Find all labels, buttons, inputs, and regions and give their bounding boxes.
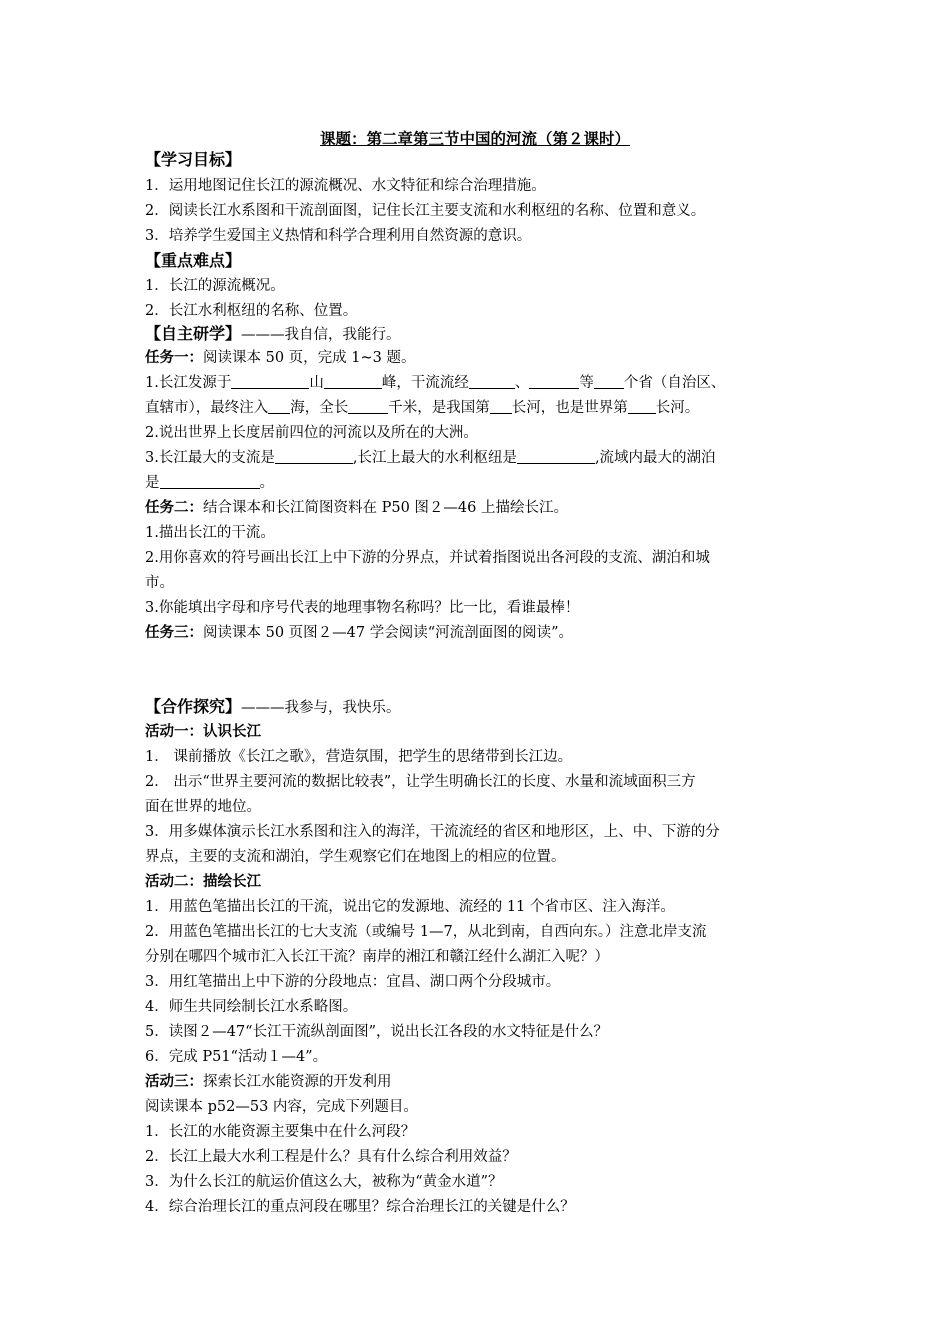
activity3-line [145,1070,810,1094]
key-point-item: 2．长江水利枢纽的名称、位置。 [145,303,358,319]
task3-text: 阅读课本 50 页图２—47 学会阅读“河流剖面图的阅读”。 [203,625,574,641]
q1-text: 个省（自治区、 [623,375,726,391]
q1-text: 千米，是我国第 [388,400,490,416]
key-point-item: 1．长江的源流概况。 [145,278,285,294]
q1-text: 长河，也是世界第 [511,400,628,416]
task1-question2: 2.说出世界上长度居前四位的河流以及所在的大洲。 [145,425,478,441]
cooperation-slogan: ———我参与，我快乐。 [241,700,401,716]
blank-largest-lake[interactable] [160,471,260,489]
blank-province-2[interactable] [529,371,579,389]
task3-line [145,621,810,645]
blank-length[interactable] [348,396,388,414]
task1-label: 任务一： [145,350,203,366]
task2-line [145,496,810,520]
activity3-item: 2．长江上最大水利工程是什么？具有什么综合利用效益？ [145,1149,517,1165]
task2-item: 3.你能填出字母和序号代表的地理事物名称吗？比一比，看谁最棒！ [145,600,580,616]
activity3-item: 3．为什么长江的航运价值这么大，被称为“黄金水道”？ [145,1174,503,1190]
blank-world-rank[interactable] [628,396,656,414]
q3-text: 3.长江最大的支流是 [145,450,275,466]
activity2-line: 分别在哪四个城市汇入长江干流？南岸的湘江和赣江经什么湖汇入呢？） [145,949,609,965]
q1-text: 、 [514,375,530,391]
blank-source-peak[interactable] [324,371,382,389]
q1-text: 山 [309,375,324,391]
activity2-line: 3．用红笔描出上中下游的分段地点：宜昌、湖口两个分段城市。 [145,974,561,990]
blank-largest-tributary[interactable] [275,446,353,464]
task1-question1-line1 [145,371,810,395]
task3-label: 任务三： [145,625,203,641]
task1-question3-line1 [145,446,810,470]
task1-question1-line2 [145,396,810,420]
task1-text: 阅读课本 50 页，完成 1~3 题。 [203,350,416,366]
blank-sea[interactable] [268,396,290,414]
blank-province-count[interactable] [594,371,624,389]
activity2-label: 活动二：描绘长江 [145,874,261,890]
objectives-heading: 【学习目标】 [145,150,242,169]
q1-text: 海，全长 [290,400,349,416]
activity2-line: 4．师生共同绘制长江水系略图。 [145,999,358,1015]
q3-text: 是 [145,475,160,491]
activity1-line: 3．用多媒体演示长江水系图和注入的海洋，干流流经的省区和地形区，上、中、下游的分 [145,824,720,840]
task2-item: 1.描出长江的干流。 [145,525,275,541]
activity2-line: 6．完成 P51“活动１—4”。 [145,1049,328,1065]
objective-item: 1．运用地图记住长江的源流概况、水文特征和综合治理措施。 [145,178,546,194]
self-study-slogan: ———我自信，我能行。 [241,327,401,343]
activity3-text: 探索长江水能资源的开发利用 [203,1074,392,1090]
activity1-line: 界点，主要的支流和湖泊，学生观察它们在地图上的相应的位置。 [145,849,566,865]
task2-text: 结合课本和长江简图资料在 P50 图２—46 上描绘长江。 [203,500,568,516]
task1-question3-line2 [145,471,810,495]
q1-text: 等 [579,375,594,391]
objective-item: 2．阅读长江水系图和干流剖面图，记住长江主要支流和水利枢纽的名称、位置和意义。 [145,203,706,219]
activity2-line: 2．用蓝色笔描出长江的七大支流（或编号 1—7，从北到南，自西向东。）注意北岸支流 [145,924,707,940]
task1-line [145,346,810,370]
q1-text: 1.长江发源于 [145,375,232,391]
activity2-line: 1．用蓝色笔描出长江的干流，说出它的发源地、流经的 11 个省市区、注入海洋。 [145,899,675,915]
blank-province-1[interactable] [469,371,515,389]
q3-text: ,流域内最大的湖泊 [594,450,716,466]
key-points-heading: 【重点难点】 [145,251,242,270]
q1-text: 长河。 [655,400,700,416]
activity3-item: 1．长江的水能资源主要集中在什么河段？ [145,1124,416,1140]
activity2-line: 5．读图２—47“长江干流纵剖面图”，说出长江各段的水文特征是什么？ [145,1024,608,1040]
activity1-line: 1． 课前播放《长江之歌》，营造氛围，把学生的思绪带到长江边。 [145,749,573,765]
cooperation-heading-line [145,695,810,720]
q1-text: 直辖市），最终注入 [145,400,269,416]
objective-item: 3．培养学生爱国主义热情和科学合理利用自然资源的意识。 [145,228,532,244]
task2-label: 任务二： [145,500,203,516]
activity1-line: 面在世界的地位。 [145,799,261,815]
blank-largest-hydro[interactable] [517,446,595,464]
self-study-heading-line [145,322,810,347]
q3-text: 。 [259,475,274,491]
page-title: 课题：第二章第三节中国的河流（第２课时） [319,130,630,148]
task2-item: 市。 [145,575,174,591]
activity3-item: 阅读课本 p52—53 内容，完成下列题目。 [145,1099,418,1115]
q3-text: ,长江上最大的水利枢纽是 [352,450,517,466]
activity3-item: 4．综合治理长江的重点河段在哪里？综合治理长江的关键是什么？ [145,1199,575,1215]
task2-item: 2.用你喜欢的符号画出长江上中下游的分界点，并试着指图说出各河段的支流、湖泊和城 [145,550,710,566]
blank-source-mountain[interactable] [231,371,309,389]
activity3-label: 活动三： [145,1074,203,1090]
activity1-label: 活动一：认识长江 [145,724,261,740]
self-study-heading: 【自主研学】 [145,324,242,343]
q1-text: 峰，干流流经 [381,375,469,391]
blank-china-rank[interactable] [490,396,512,414]
cooperation-heading: 【合作探究】 [145,697,242,716]
activity1-line: 2． 出示“世界主要河流的数据比较表”，让学生明确长江的长度、水量和流域面积三方 [145,774,696,790]
